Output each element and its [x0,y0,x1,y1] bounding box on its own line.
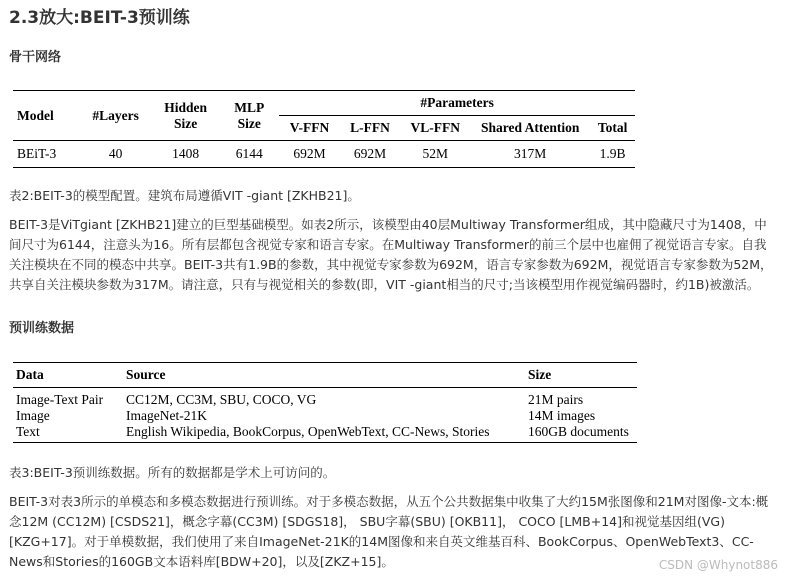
model-config-table [13,90,635,168]
col-vffn: V-FFN [289,120,330,135]
cell-model: BEiT-3 [17,146,57,161]
table-row [13,141,635,168]
cell-data: Image-Text Pair [16,392,104,407]
cell-shared-attention: 317M [514,146,547,161]
table-row [13,424,637,443]
table2-caption: 表2:BEIT-3的模型配置。建筑布局遵循VIT -giant [ZKHB21]。 [9,188,360,203]
col-parameters: #Parameters [279,91,635,116]
cell-source: English Wikipedia, BookCorpus, OpenWebText, CC-News, Stories [126,424,490,439]
col-size: Size [528,367,552,382]
col-shared-attention: Shared Attention [480,120,580,135]
cell-lffn: 692M [353,146,387,161]
pretrain-data-table [13,362,637,443]
col-total: Total [597,120,628,135]
cell-size: 14M images [528,408,596,423]
cell-vlffn: 52M [422,146,448,161]
col-hidden-size: Hidden Size [164,99,208,131]
col-source: Source [126,367,166,382]
col-layers: #Layers [92,107,139,123]
cell-size: 21M pairs [528,392,584,407]
backbone-heading: 骨干网络 [9,50,62,65]
cell-source: CC12M, CC3M, SBU, COCO, VG [126,392,317,407]
col-data: Data [16,367,44,382]
table-row [13,408,637,424]
col-model: Model [17,107,54,123]
col-mlp-size: MLP Size [234,99,265,131]
cell-data: Image [16,408,50,423]
cell-vffn: 692M [293,146,326,161]
cell-source: ImageNet-21K [126,408,207,423]
model-description-paragraph: BEIT-3是ViTgiant [ZKHB21]建立的巨型基础模型。如表2所示，该模型由40层Multiway Transformer组成，其中隐藏尺寸为1408，中间尺寸为6144，注意头为16。所有层都包含视觉专家和语言专家。在Multiway Transformer的前三个层中也雇佣了视觉语言专家。自我关注模块在不同的模态中共享。BEIT-3共有1.9B的参数，其中视觉专家参数为692M，语言专家参数为692M，视觉语言专家参数为52M，共享自关注模块参数为317M。请注意，只有与视觉相关的参数(即，VIT -giant相当的尺寸;当该模型用作视觉编码器时，约1B)被激活。 [9,217,773,292]
cell-total: 1.9B [599,146,626,161]
cell-mlp-size: 6144 [235,146,263,161]
cell-size: 160GB documents [528,424,629,439]
cell-data: Text [16,424,40,439]
table-row [13,388,637,409]
col-vlffn: VL-FFN [410,120,460,135]
pretrain-description-paragraph: BEIT-3对表3所示的单模态和多模态数据进行预训练。对于多模态数据，从五个公共数据集中收集了大约15M张图像和21M对图像-文本:概念12M (CC12M) [CSDS21]，概念字幕(CC3M) [SDGS18]， SBU字幕(SBU) [OKB11]， COCO [LMB+14]和视觉基因组(VG) [KZG+17]。对于单模数据，我们使用了来自ImageNet-21K的14M图像和来自英文维基百科、BookCorpus、OpenWebText3、CC-News和Stories的160GB文本语料库[BDW+20]，以及[ZKZ+15]。 [9,494,769,569]
col-lffn: L-FFN [350,120,390,135]
watermark: CSDN @Whynot886 [658,558,778,572]
section-title: 2.3放大:BEIT-3预训练 [9,8,190,28]
table3-caption: 表3:BEIT-3预训练数据。所有的数据都是学术上可访问的。 [9,465,336,480]
cell-hidden-size: 1408 [172,146,200,161]
pretrain-data-heading: 预训练数据 [9,321,75,336]
cell-layers: 40 [108,146,123,161]
